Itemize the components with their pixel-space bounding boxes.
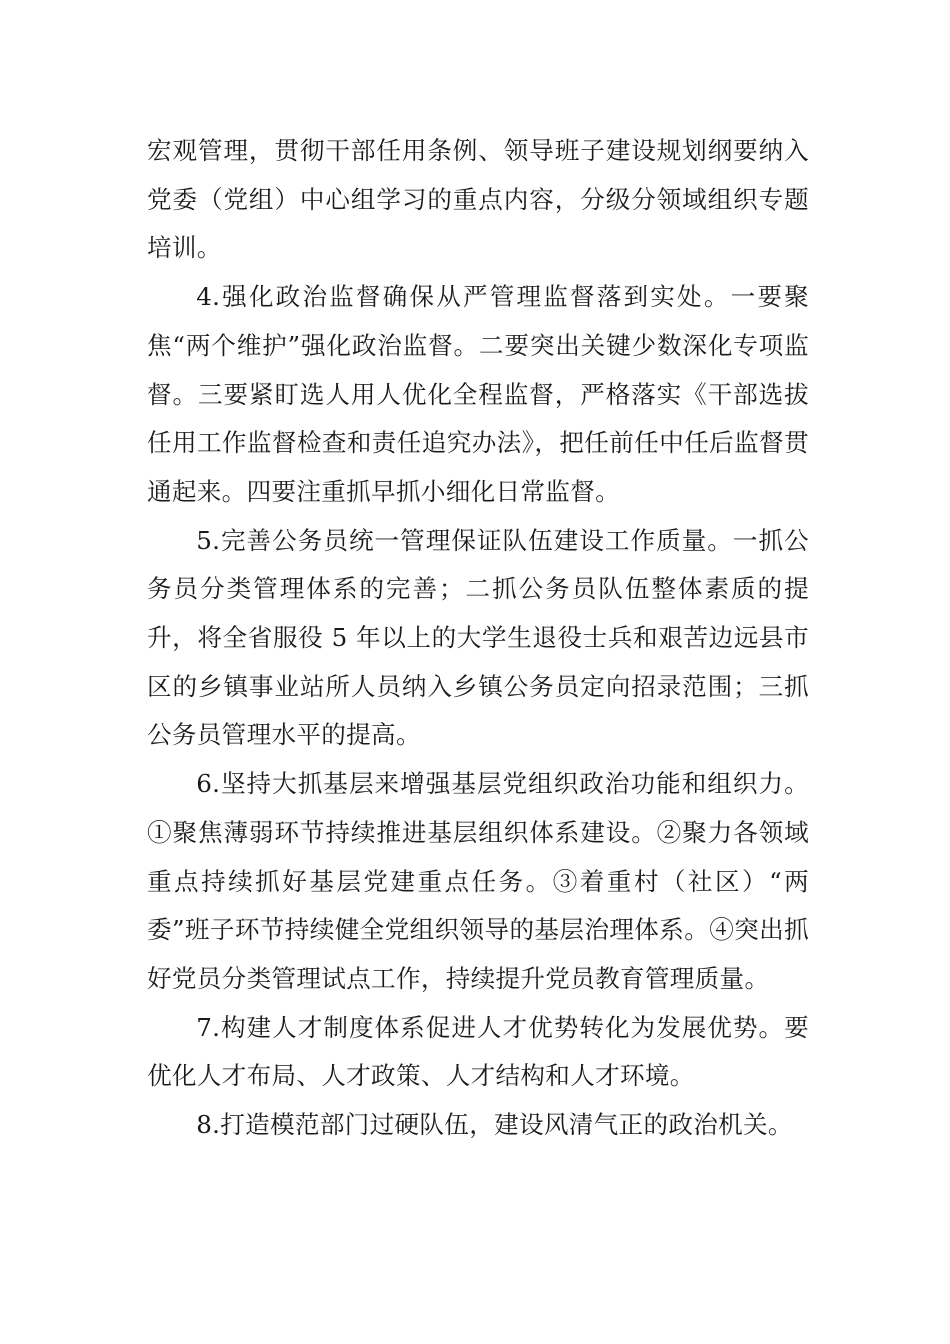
paragraph-continuation: 宏观管理，贯彻干部任用条例、领导班子建设规划纲要纳入党委（党组）中心组学习的重点内容，分级分领域组织专题培训。	[147, 136, 809, 263]
paragraph-item-4: 4.强化政治监督确保从严管理监督落到实处。一要聚焦“两个维护”强化政治监督。二要突出关键少数深化专项监督。三要紧盯选人用人优化全程监督，严格落实《干部选拔任用工作监督检查和责任追究办法》，把任前任中任后监督贯通起来。四要注重抓早抓小细化日常监督。	[147, 282, 809, 506]
paragraph-item-6: 6.坚持大抓基层来增强基层党组织政治功能和组织力。①聚焦薄弱环节持续推进基层组织体系建设。②聚力各领域重点持续抓好基层党建重点任务。③着重村（社区）“两委”班子环节持续健全党组织领导的基层治理体系。④突出抓好党员分类管理试点工作，持续提升党员教育管理质量。	[147, 769, 809, 993]
paragraph-item-8: 8.打造模范部门过硬队伍，建设风清气正的政治机关。	[196, 1110, 793, 1140]
paragraph-item-5: 5.完善公务员统一管理保证队伍建设工作质量。一抓公务员分类管理体系的完善；二抓公务员队伍整体素质的提升，将全省服役 5 年以上的大学生退役士兵和艰苦边远县市区的乡镇事业站所人员纳入乡镇公务员定向招录范围；三抓公务员管理水平的提高。	[147, 525, 809, 750]
paragraph-item-7: 7.构建人才制度体系促进人才优势转化为发展优势。要优化人才布局、人才政策、人才结构和人才环境。	[147, 1012, 809, 1091]
document-body	[147, 127, 809, 1150]
